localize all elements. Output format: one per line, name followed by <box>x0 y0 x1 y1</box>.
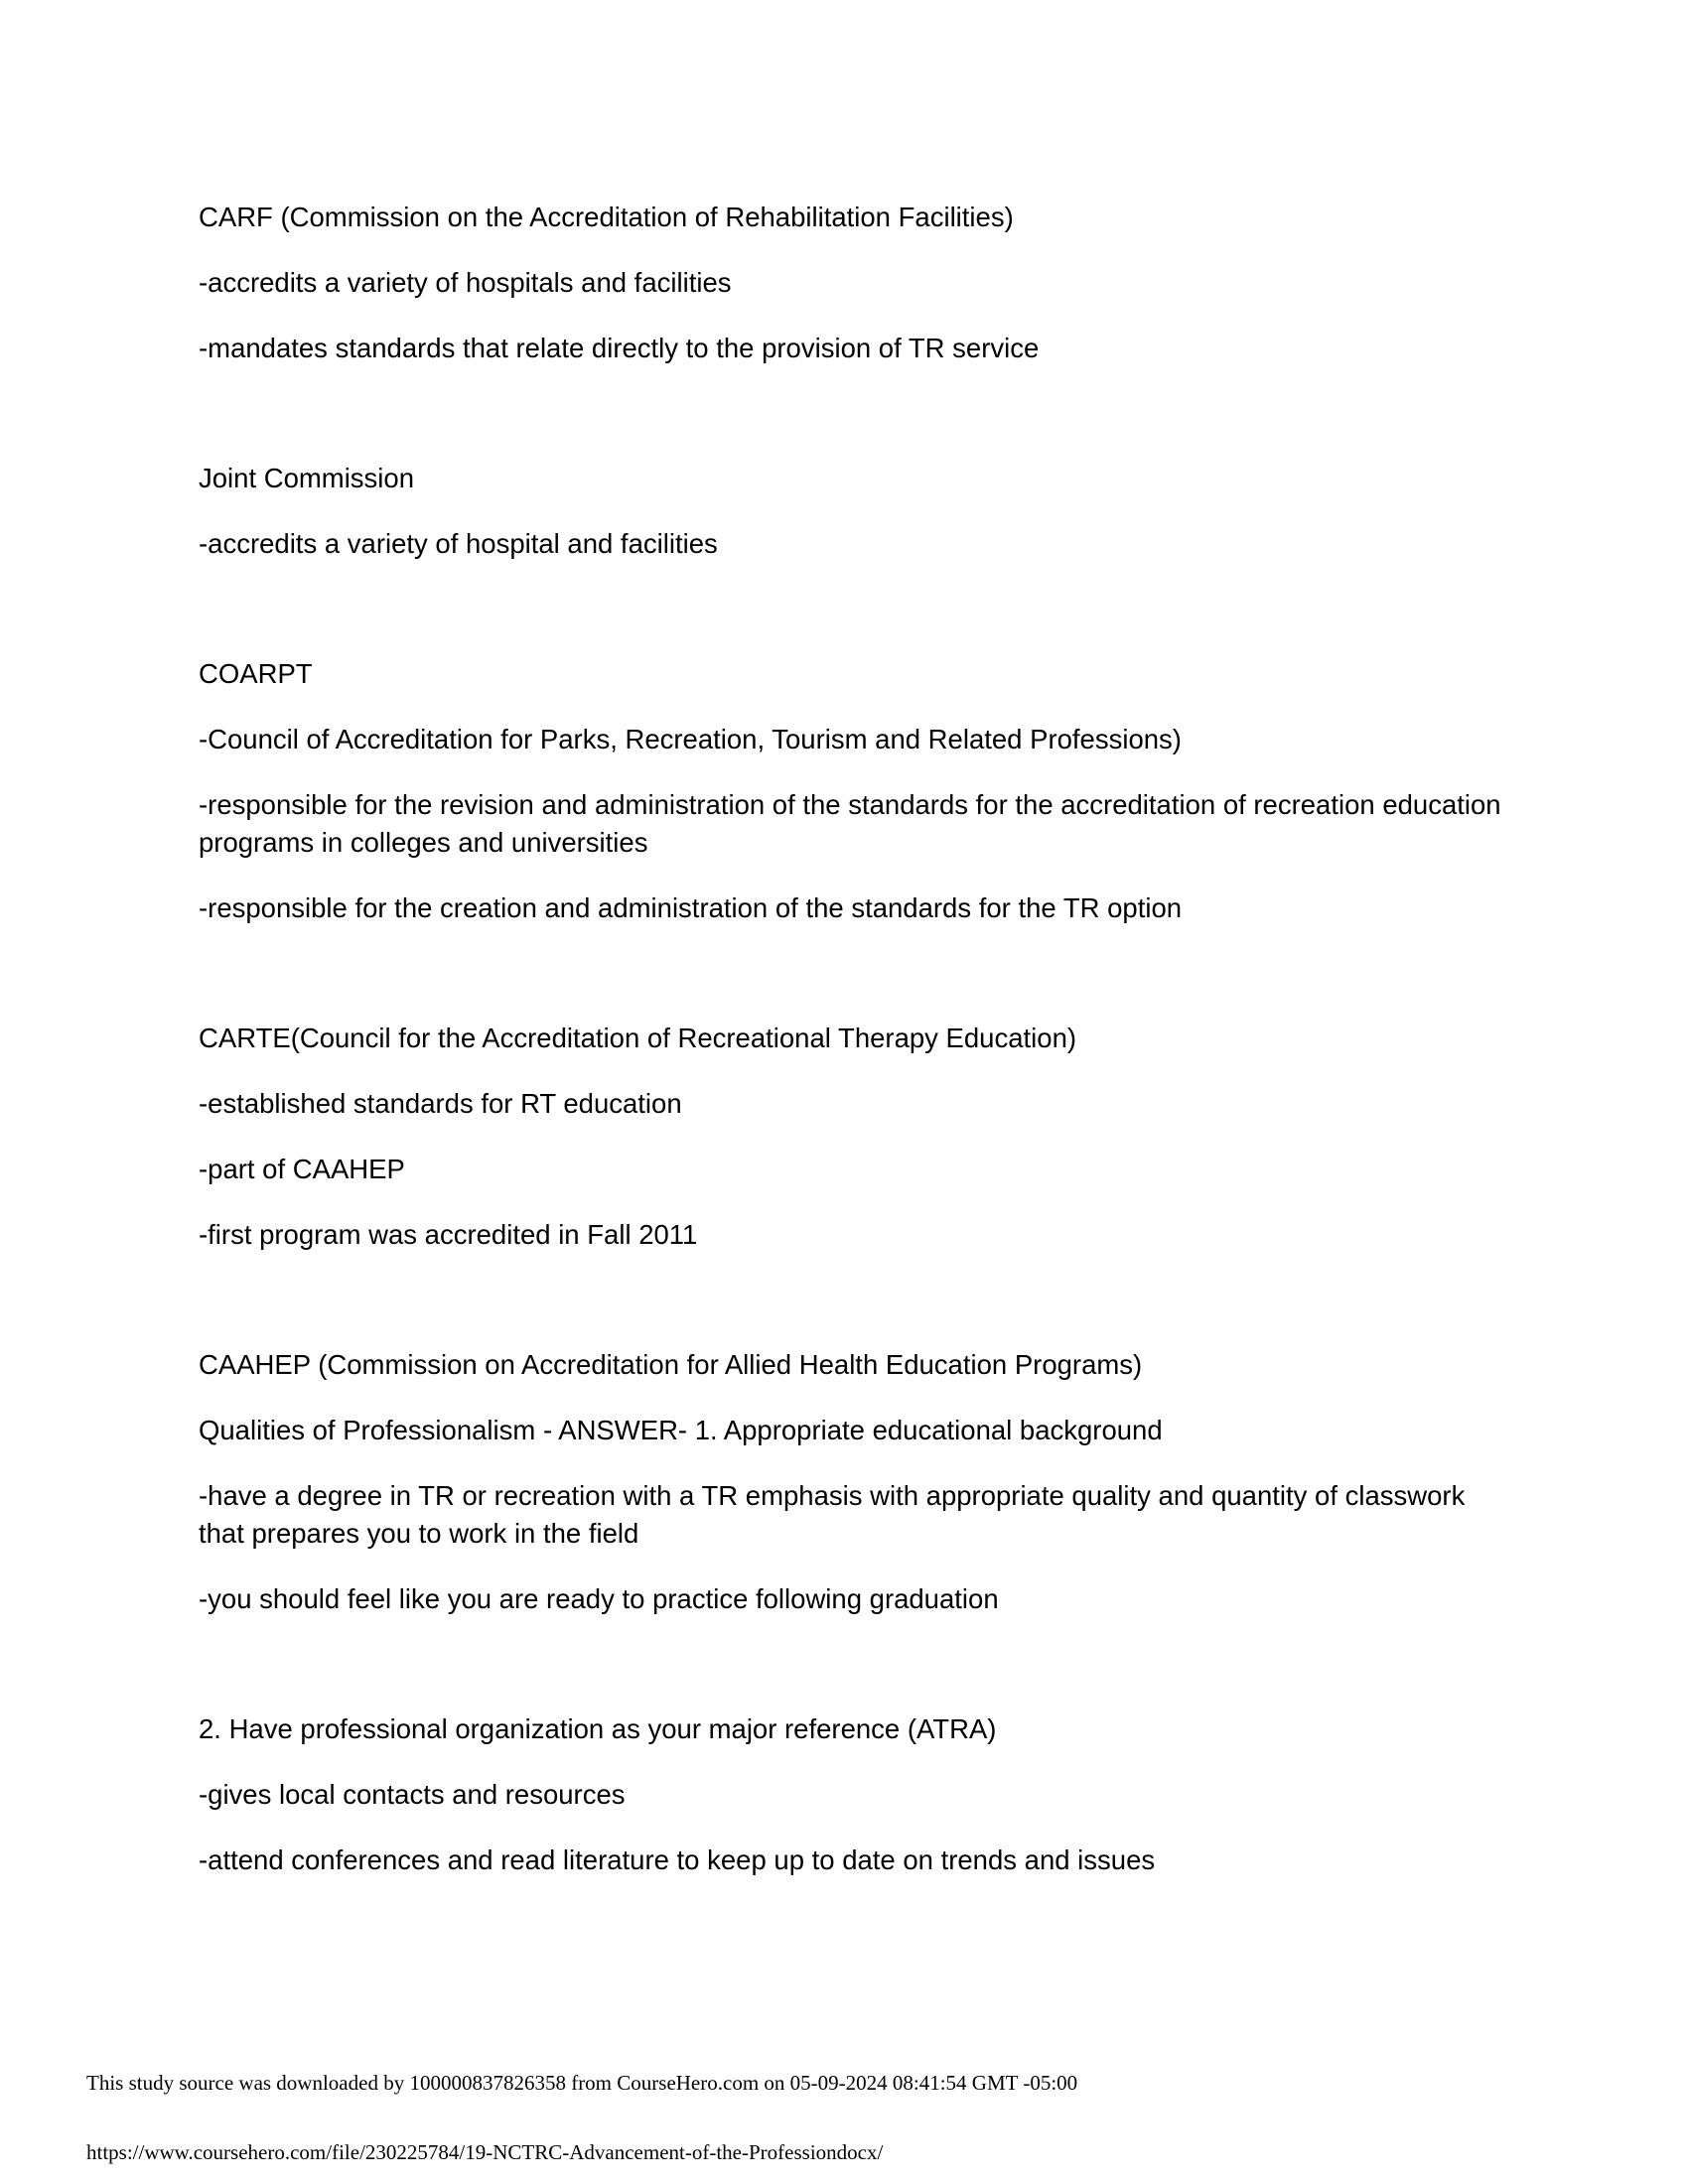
bullet-line: -accredits a variety of hospitals and facilities <box>199 267 732 298</box>
bullet-line: -part of CAAHEP <box>199 1154 405 1184</box>
heading-carf: CARF (Commission on the Accreditation of Rehabilitation Facilities) <box>199 202 1014 232</box>
bullet-line: -responsible for the revision and administration of the standards for the accreditation of recreation education programs in colleges and universities <box>199 789 1501 858</box>
bullet-line: -gives local contacts and resources <box>199 1779 626 1810</box>
bullet-line: -mandates standards that relate directly to the provision of TR service <box>199 333 1040 363</box>
heading-professional-organization: 2. Have professional organization as your major reference (ATRA) <box>199 1713 997 1744</box>
section-carte <box>199 1020 1509 1254</box>
bullet-line: -responsible for the creation and administration of the standards for the TR option <box>199 892 1183 923</box>
heading-coarpt: COARPT <box>199 658 313 689</box>
heading-caahep: CAAHEP (Commission on Accreditation for Allied Health Education Programs) <box>199 1349 1143 1380</box>
bullet-line: -first program was accredited in Fall 2011 <box>199 1219 698 1250</box>
section-caahep <box>199 1346 1509 1618</box>
bullet-line: -have a degree in TR or recreation with a TR emphasis with appropriate quality and quantity of classwork that prepares you to work in the field <box>199 1480 1466 1549</box>
bullet-line: -accredits a variety of hospital and facilities <box>199 528 718 559</box>
download-source-notice: This study source was downloaded by 100000837826358 from CourseHero.com on 05-09-2024 08:41:54 GMT -05:00 <box>86 2071 1078 2095</box>
section-joint-commission <box>199 460 1509 563</box>
document-body <box>199 199 1509 1879</box>
bullet-line: -established standards for RT education <box>199 1088 682 1119</box>
heading-carte: CARTE(Council for the Accreditation of Recreational Therapy Education) <box>199 1023 1077 1053</box>
source-url: https://www.coursehero.com/file/230225784/19-NCTRC-Advancement-of-the-Professiondocx/ <box>86 2140 884 2164</box>
bullet-line: -you should feel like you are ready to practice following graduation <box>199 1583 999 1614</box>
heading-joint-commission: Joint Commission <box>199 463 415 493</box>
bullet-line: -Council of Accreditation for Parks, Recreation, Tourism and Related Professions) <box>199 724 1182 754</box>
qualities-of-professionalism-line: Qualities of Professionalism - ANSWER- 1. Appropriate educational background <box>199 1415 1163 1445</box>
section-carf <box>199 199 1509 367</box>
section-coarpt <box>199 655 1509 927</box>
bullet-line: -attend conferences and read literature to keep up to date on trends and issues <box>199 1844 1156 1875</box>
section-professional-organization <box>199 1710 1509 1879</box>
